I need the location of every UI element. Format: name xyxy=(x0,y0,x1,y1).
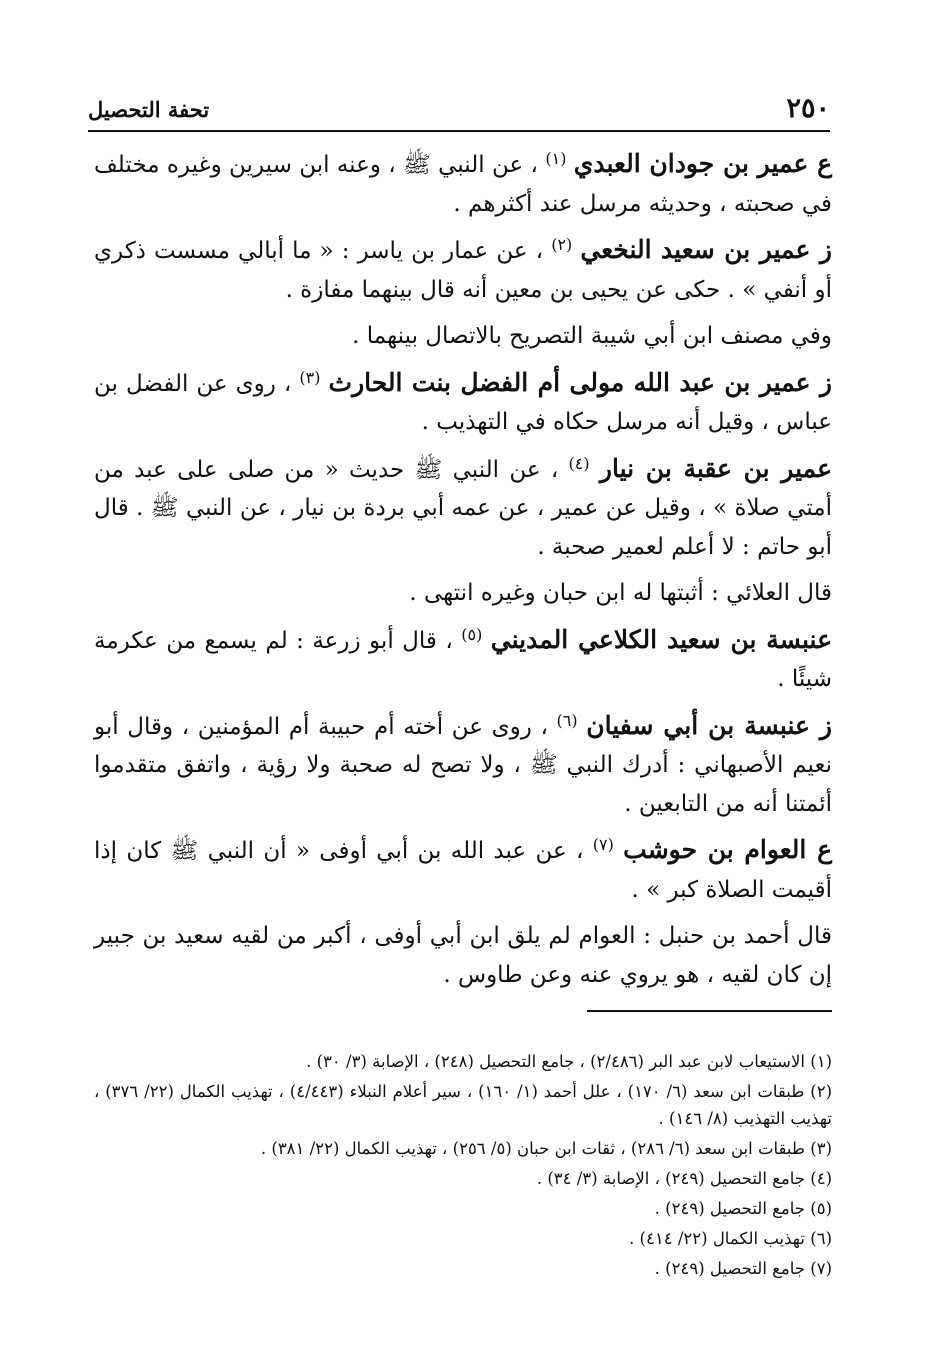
entry-name: ع العوام بن حوشب xyxy=(623,835,832,864)
footnote-divider xyxy=(587,1010,832,1012)
footnote-ref: (٢) xyxy=(551,235,573,254)
entry-text: ، روى عن الفضل بن عباس ، وقيل أنه مرسل حكاه في التهذيب . xyxy=(94,370,832,435)
footnote: (٣) طبقات ابن سعد (٦/ ٢٨٦) ، ثقات ابن حبان (٥/ ٢٥٦) ، تهذيب الكمال (٢٢/ ٣٨١) . xyxy=(260,1139,832,1158)
running-title: تحفة التحصيل xyxy=(88,97,210,122)
footnote: (٦) تهذيب الكمال (٢٢/ ٤١٤) . xyxy=(629,1229,832,1248)
entry-text: ، عن عبد الله بن أبي أوفى « أن النبي ﷺ كان إذا أقيمت الصلاة كبر » . xyxy=(94,838,832,903)
entry-paragraph xyxy=(94,450,832,567)
footnote-ref: (٥) xyxy=(461,624,483,644)
page-number: ٢٥٠ xyxy=(786,93,830,124)
footnote-ref: (٧) xyxy=(592,835,614,854)
entry-paragraph xyxy=(94,364,832,442)
entry-text: قال أحمد بن حنبل : العوام لم يلق ابن أبي أوفى ، أكبر من لقيه سعيد بن جبير إن كان لقيه ، هو يروي عنه وعن طاوس . xyxy=(94,923,832,988)
entry-name: عنبسة بن سعيد الكلاعي المديني xyxy=(490,624,833,654)
footnote-ref: (٣) xyxy=(299,367,321,387)
footnote: (٥) جامع التحصيل (٢٤٩) . xyxy=(654,1199,832,1218)
entry-paragraph xyxy=(94,621,832,699)
footnote: (٧) جامع التحصيل (٢٤٩) . xyxy=(654,1259,832,1278)
footnotes xyxy=(94,1048,832,1285)
footnote-ref: (٤) xyxy=(568,453,590,473)
entry-paragraph xyxy=(94,145,832,223)
entry-paragraph xyxy=(94,574,832,613)
entry-paragraph xyxy=(94,917,832,994)
entry-text: ، قال أبو زرعة : لم يسمع من عكرمة شيئًا . xyxy=(94,627,832,692)
entry-text: ، عن النبي ﷺ حديث « من صلى على عبد من أمتي صلاة » ، وقيل عن عمير ، عن عمه أبي بردة بن نيار ، عن النبي ﷺ . قال أبو حاتم : لا أعلم لعمير صحبة . xyxy=(94,456,832,560)
page-header xyxy=(88,80,830,132)
footnote: (٢) طبقات ابن سعد (٦/ ١٧٠) ، علل أحمد (١/ ١٦٠) ، سير أعلام النبلاء (٤/٤٤٣) ، تهذيب الكمال (٢٢/ ٣٧٦) ، تهذيب التهذيب (٨/ ١٤٦) . xyxy=(94,1082,832,1128)
footnote: (٤) جامع التحصيل (٢٤٩) ، الإصابة (٣/ ٣٤) . xyxy=(536,1169,832,1188)
entry-name: ز عمير بن عبد الله مولى أم الفضل بنت الحارث xyxy=(328,367,833,397)
entry-text: ، عن عمار بن ياسر : « ما أبالي مسست ذكري أو أنفي » . حكى عن يحيى بن معين أنه قال بينهما مفازة . xyxy=(94,238,832,303)
entry-name: ع عمير بن جودان العبدي xyxy=(573,149,833,178)
entry-text: ، روى عن أخته أم حبيبة أم المؤمنين ، وقال أبو نعيم الأصبهاني : أدرك النبي ﷺ ، ولا تصح له صحبة ولا رؤية ، واتفق متقدموا أئمتنا أنه من التابعين . xyxy=(94,713,832,817)
footnote-ref: (١) xyxy=(545,149,567,168)
entry-paragraph xyxy=(94,707,832,824)
main-text xyxy=(94,145,832,1002)
entry-paragraph xyxy=(94,317,832,356)
entry-name: ز عمير بن سعيد النخعي xyxy=(580,235,832,264)
entry-paragraph xyxy=(94,231,832,309)
entry-paragraph xyxy=(94,831,832,909)
footnote: (١) الاستيعاب لابن عبد البر (٢/٤٨٦) ، جامع التحصيل (٢٤٨) ، الإصابة (٣/ ٣٠) . xyxy=(306,1052,832,1071)
entry-text: وفي مصنف ابن أبي شيبة التصريح بالاتصال بينهما . xyxy=(352,323,832,349)
entry-text: ، عن النبي ﷺ ، وعنه ابن سيرين وغيره مختلف في صحبته ، وحديثه مرسل عند أكثرهم . xyxy=(94,152,832,217)
entry-text: قال العلائي : أثبتها له ابن حبان وغيره انتهى . xyxy=(409,580,832,606)
footnote-ref: (٦) xyxy=(556,710,578,730)
entry-name: عمير بن عقبة بن نيار xyxy=(599,453,832,483)
entry-name: ز عنبسة بن أبي سفيان xyxy=(586,710,833,740)
